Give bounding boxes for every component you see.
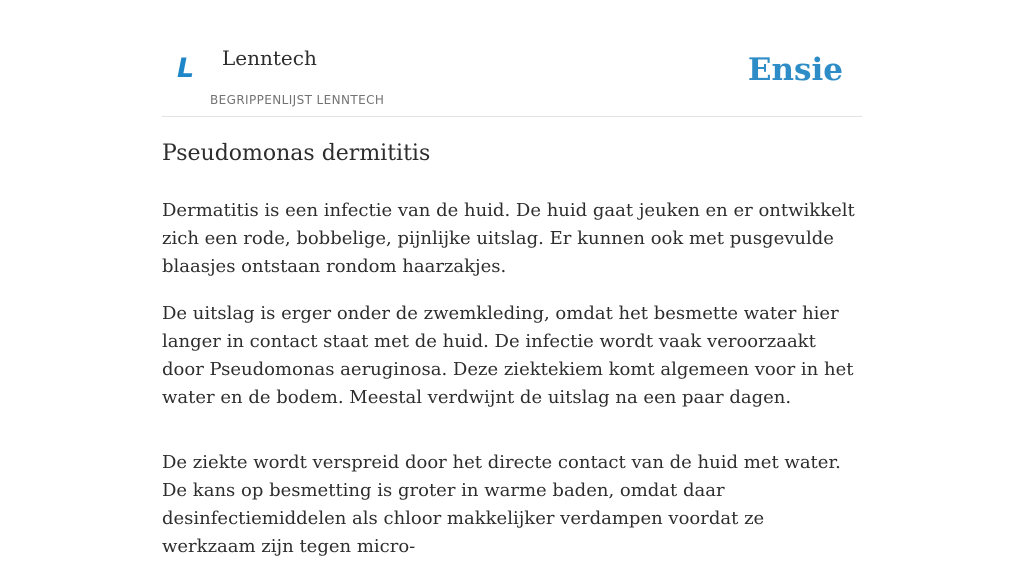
site-header xyxy=(162,0,862,117)
site-name-link[interactable]: Lenntech xyxy=(222,46,317,70)
article-paragraph: De ziekte wordt verspreid door het directe contact van de huid met water. De kans op besmetting is groter in warme baden, omdat daar desinfectiemiddelen als chloor makkelijker verdampen voordat ze werkzaam zijn tegen micro- xyxy=(162,452,841,557)
article-paragraph: De uitslag is erger onder de zwemkleding, omdat het besmette water hier langer in contact staat met de huid. De infectie wordt vaak veroorzaakt door Pseudomonas aeruginosa. Deze ziektekiem komt algemeen voor in het water en de bodem. Meestal verdwijnt de uitslag na een paar dagen. xyxy=(162,303,854,408)
article-paragraph: Dermatitis is een infectie van de huid. De huid gaat jeuken en er ontwikkelt zich een rode, bobbelige, pijnlijke uitslag. Er kunnen ook met pusgevulde blaasjes ontstaan rondom haarzakjes. xyxy=(162,200,855,277)
glossary-link[interactable]: BEGRIPPENLIJST LENNTECH xyxy=(210,93,385,107)
lenntech-logo-icon[interactable]: L xyxy=(177,53,195,84)
ensie-brand-logo[interactable]: Ensie xyxy=(747,52,843,88)
page-title: Pseudomonas dermititis xyxy=(162,141,431,166)
article xyxy=(162,136,862,580)
